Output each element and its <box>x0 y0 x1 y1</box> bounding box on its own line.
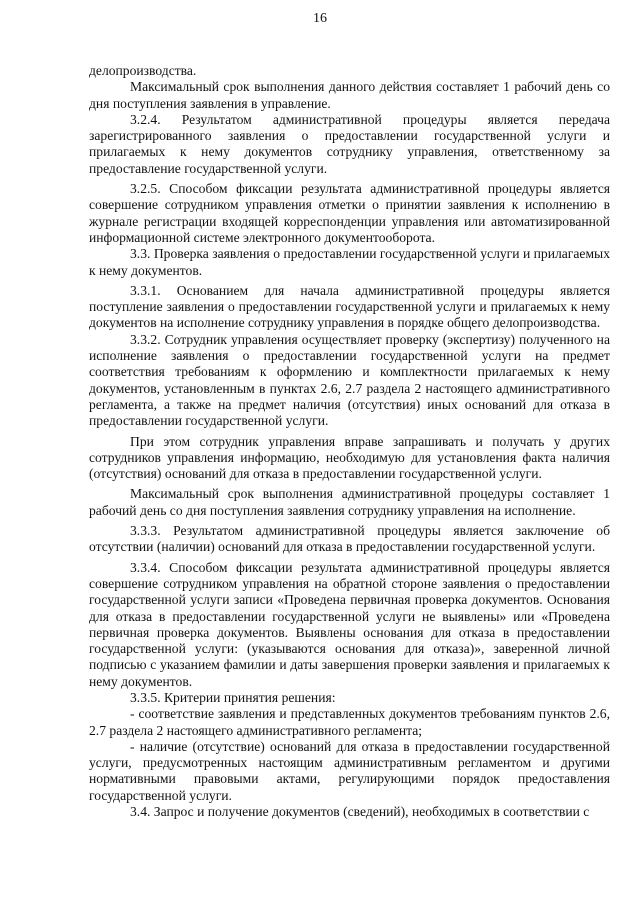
paragraph: При этом сотрудник управления вправе запрашивать и получать у других сотрудников управления информацию, необходимую для установления факта наличия (отсутствия) оснований для отказа в предоставлении государственной услуги. <box>89 433 610 482</box>
list-item: - наличие (отсутствие) оснований для отказа в предоставлении государственной услуги, предусмотренных настоящим административным регламентом и другими нормативными правовыми актами, регулирующими порядок предоставления государственной услуги. <box>89 738 610 803</box>
paragraph: Максимальный срок выполнения административной процедуры составляет 1 рабочий день со дня поступления заявления сотруднику управления на исполнение. <box>89 486 610 518</box>
paragraph: 3.3.2. Сотрудник управления осуществляет проверку (экспертизу) полученного на исполнение заявления о предоставлении государственной услуги на предмет соответствия требованиям к оформлению и комплектности прилагаемых к нему документов, установленным в пунктах 2.6, 2.7 раздела 2 настоящего административного регламента, а также на предмет наличия (отсутствия) иных оснований для отказа в предоставлении государственной услуги. <box>89 331 610 429</box>
page-number: 16 <box>313 11 327 26</box>
paragraph: 3.2.4. Результатом административной процедуры является передача зарегистрированного заявления о предоставлении государственной услуги и прилагаемых к нему документов сотруднику управления, ответственному за предоставление государственной услуги. <box>89 111 610 176</box>
paragraph: 3.3.3. Результатом административной процедуры является заключение об отсутствии (наличии) оснований для отказа в предоставлении государственной услуги. <box>89 523 610 555</box>
paragraph: 3.4. Запрос и получение документов (сведений), необходимых в соответствии с <box>130 804 590 820</box>
document-body <box>89 63 610 820</box>
paragraph: 3.3.4. Способом фиксации результата административной процедуры является совершение сотрудником управления на обратной стороне заявления о предоставлении государственной услуги записи «Проведена первичная проверка документов. Основания для отказа в предоставлении государственной услуги не выявлены» или «Проведена первичная проверка документов. Выявлены основания для отказа в предоставлении государственной услуги: (указываются основания для отказа)», заверенной личной подписью с указанием фамилии и даты завершения проверки заявления и прилагаемых к нему документов. <box>89 559 610 689</box>
paragraph: делопроизводства. <box>89 63 197 78</box>
paragraph: 3.2.5. Способом фиксации результата административной процедуры является совершение сотрудником управления отметки о принятии заявления к исполнению в журнале регистрации входящей корреспонденции управления или автоматизированной информационной системе электронного документооборота. <box>89 181 610 245</box>
paragraph: Максимальный срок выполнения данного действия составляет 1 рабочий день со дня поступления заявления в управление. <box>89 79 610 111</box>
paragraph: 3.3.1. Основанием для начала административной процедуры является поступление заявления о предоставлении государственной услуги и прилагаемых к нему документов на исполнение сотруднику управления в порядке общего делопроизводства. <box>89 282 610 331</box>
paragraph: 3.3. Проверка заявления о предоставлении государственной услуги и прилагаемых к нему документов. <box>89 246 610 278</box>
list-item: - соответствие заявления и представленных документов требованиям пунктов 2.6, 2.7 раздела 2 настоящего административного регламента; <box>89 706 610 738</box>
paragraph: 3.3.5. Критерии принятия решения: <box>130 689 336 705</box>
